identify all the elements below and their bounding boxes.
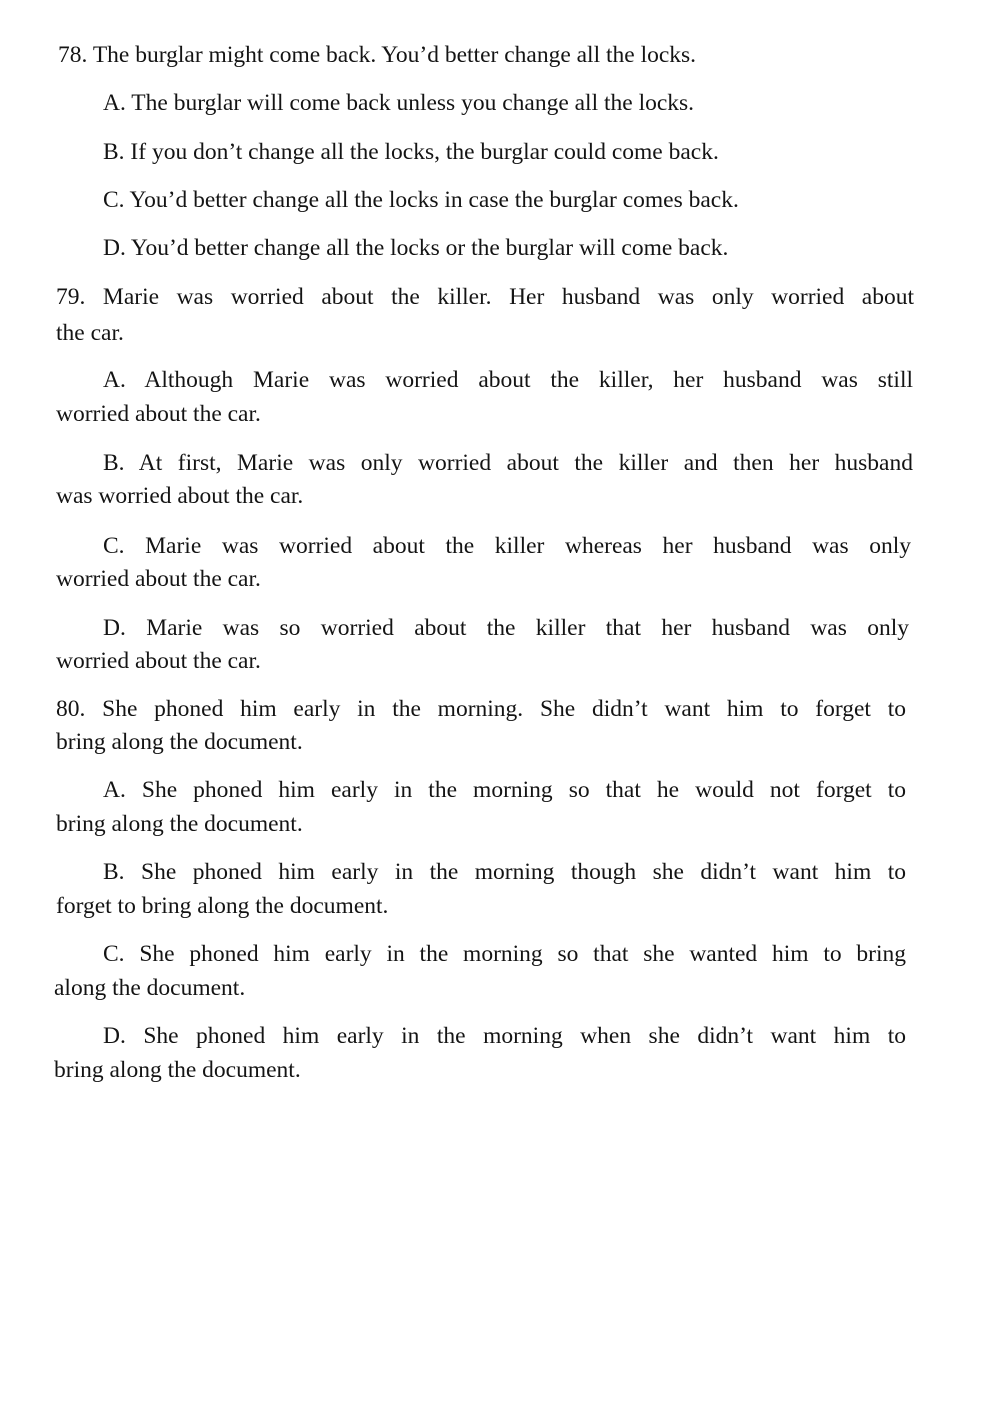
question-80-option-c-line-1: C. She phoned him early in the morning so that she wanted him to bring bbox=[103, 941, 906, 967]
question-80-option-c-line-2: along the document. bbox=[54, 975, 246, 1001]
question-80-option-b-line-2: forget to bring along the document. bbox=[56, 893, 389, 919]
question-79-option-d-line-1: D. Marie was so worried about the killer that her husband was only bbox=[103, 615, 909, 641]
question-80-option-a-line-1: A. She phoned him early in the morning so that he would not forget to bbox=[103, 777, 906, 803]
question-79-option-a-line-1: A. Although Marie was worried about the killer, her husband was still bbox=[103, 367, 913, 393]
question-80-stem-line-2: bring along the document. bbox=[56, 729, 303, 755]
question-78-stem: 78. The burglar might come back. You’d better change all the locks. bbox=[58, 42, 697, 68]
question-78-option-c: C. You’d better change all the locks in case the burglar comes back. bbox=[103, 187, 739, 213]
question-79-option-a-line-2: worried about the car. bbox=[56, 401, 261, 427]
question-78-option-a: A. The burglar will come back unless you change all the locks. bbox=[103, 90, 695, 116]
question-80-option-d-line-2: bring along the document. bbox=[54, 1057, 301, 1083]
question-80-option-d-line-1: D. She phoned him early in the morning when she didn’t want him to bbox=[103, 1023, 906, 1049]
question-79-stem-line-1: 79. Marie was worried about the killer. Her husband was only worried about bbox=[56, 284, 914, 310]
question-79-option-c-line-2: worried about the car. bbox=[56, 566, 261, 592]
question-78-option-b: B. If you don’t change all the locks, the burglar could come back. bbox=[103, 139, 719, 165]
question-79-option-c-line-1: C. Marie was worried about the killer whereas her husband was only bbox=[103, 533, 911, 559]
question-80-stem-line-1: 80. She phoned him early in the morning. She didn’t want him to forget to bbox=[56, 696, 906, 722]
question-79-option-b-line-1: B. At first, Marie was only worried about the killer and then her husband bbox=[103, 450, 913, 476]
question-80-option-a-line-2: bring along the document. bbox=[56, 811, 303, 837]
question-78-option-d: D. You’d better change all the locks or the burglar will come back. bbox=[103, 235, 729, 261]
question-80-option-b-line-1: B. She phoned him early in the morning though she didn’t want him to bbox=[103, 859, 906, 885]
question-79-option-d-line-2: worried about the car. bbox=[56, 648, 261, 674]
question-79-option-b-line-2: was worried about the car. bbox=[56, 483, 304, 509]
question-79-stem-line-2: the car. bbox=[56, 320, 124, 346]
